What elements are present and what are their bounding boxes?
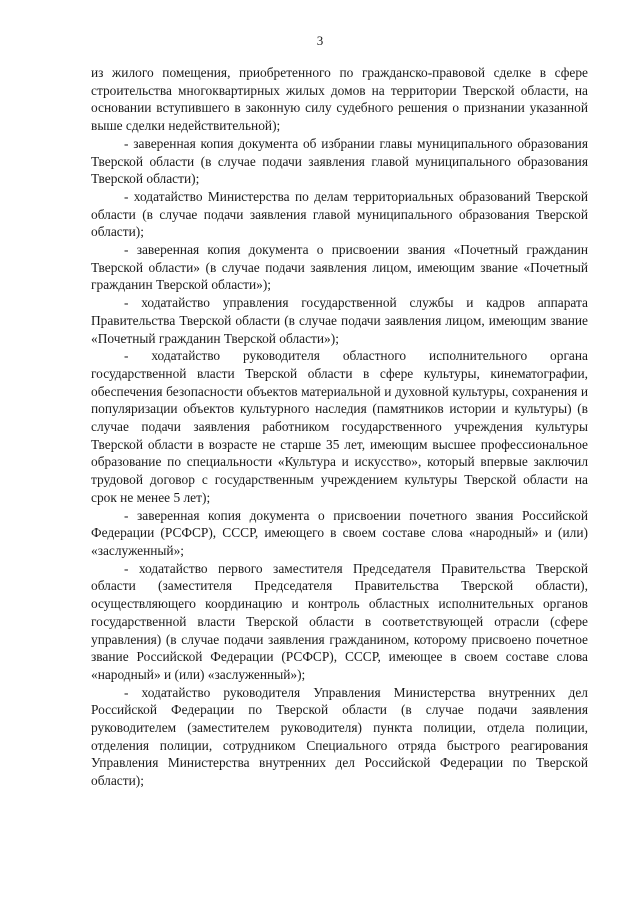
list-item-deputy-chairman-petition: - ходатайство первого заместителя Председателя Правительства Тверской области (заместителя Председателя Правительства Тверской области), осуществляющего координацию и контроль областных исполнительных органов государственной власти Тверской области в соответствующей отрасли (сфере управления) (в случае подачи заявления гражданином, которому присвоено почетное звание Российской Федерации (РСФСР), СССР, имеющее в своем составе слова «народный» и (или) «заслуженный»); — [91, 560, 588, 682]
list-item-territorial-ministry-petition: - ходатайство Министерства по делам территориальных образований Тверской области (в случае подачи заявления главой муниципального образования Тверской области); — [91, 188, 588, 240]
list-item-police-head-petition: - ходатайство руководителя Управления Министерства внутренних дел Российской Федерации по Тверской области (в случае подачи заявления руководителем (заместителем руководителя) пункта полиции, отдела полиции, отделения полиции, сотрудником Специального отряда быстрого реагирования Управления Министерства внутренних дел Российской Федерации по Тверской области); — [91, 684, 588, 789]
paragraph-continuation: из жилого помещения, приобретенного по гражданско-правовой сделке в сфере строительства многоквартирных жилых домов на территории Тверской области, на основании вступившего в законную силу судебного решения о признании указанной выше сделки недействительной); — [91, 65, 588, 134]
list-item-honorary-citizen-copy: - заверенная копия документа о присвоении звания «Почетный гражданин Тверской области» (в случае подачи заявления лицом, имеющим звание «Почетный гражданин Тверской области»); — [91, 242, 588, 293]
list-item-municipal-head-election-copy: - заверенная копия документа об избрании главы муниципального образования Тверской области (в случае подачи заявления главой муниципального образования Тверской области); — [91, 135, 588, 187]
list-item-honorary-title-copy: - заверенная копия документа о присвоении почетного звания Российской Федерации (РСФСР), СССР, имеющего в своем составе слова «народный» и (или) «заслуженный»; — [91, 507, 588, 558]
list-item-culture-authority-petition: - ходатайство руководителя областного исполнительного органа государственной власти Тверской области в сфере культуры, кинематографии, обеспечения безопасности объектов материальной и духовной культуры, сохранения и популяризации объектов культурного наследия (памятников истории и культуры) (в случае подачи заявления работником государственного учреждения культуры Тверской области в возрасте не старше 35 лет, имеющим высшее профессиональное образование по специальности «Культура и искусство», который впервые заключил трудовой договор с государственным учреждением культуры Тверской области на срок не менее 5 лет); — [91, 348, 588, 505]
document-body — [91, 64, 588, 790]
list-item-civil-service-petition: - ходатайство управления государственной службы и кадров аппарата Правительства Тверской области (в случае подачи заявления лицом, имеющим звание «Почетный гражданин Тверской области»); — [91, 295, 588, 346]
page-number: 3 — [316, 33, 324, 48]
